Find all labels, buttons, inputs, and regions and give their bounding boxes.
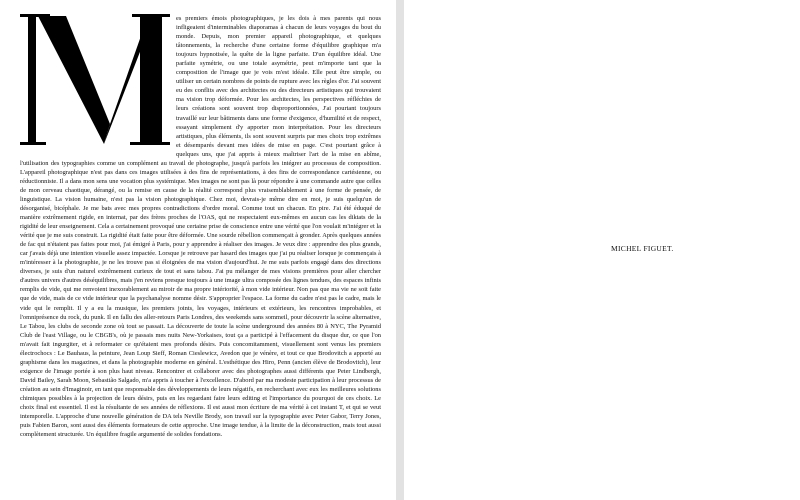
author-signature: MICHEL FIGUET. xyxy=(611,244,674,253)
drop-cap-letter-m xyxy=(20,6,170,154)
gutter xyxy=(396,0,404,500)
right-page xyxy=(404,0,800,500)
paragraph: es premiers émois photographiques, je les dois à mes parents qui nous infligeaient d'interminables diaporamas à chacun de leurs voyages du bout du monde. Depuis, mon premier appareil photographique, et quelques tâtonnements, la recherche d'une certaine forme d'équilibre graphique m'a toujours hypnotisée, la quête de la ligne parfaite. D'un équilibre idéal. Une parfaite symétrie, ou une totale asymétrie, peut m'importe tant que la composition de l'image que je vois m'est idéale. Elle peut être simple, ou utiliser un certain nombres de points de rupture avec les règles d'or. J'ai souvent eu des conflits avec des architectes ou des directeurs artistiques qui trouvaient ma vision trop déformée. Pour les architectes, les perspectives réfléchies de leurs créations sont souvent trop disproportionnées, J'ai pourtant toujours travaillé sur leur bâtiments dans une forme d'exigence, d'humilité et de respect, essayant simplement d'y apporter mon interprétation. Pour les directeurs artistiques, plus éléments, ils sont souvent surpris par mes choix trop extrêmes et désemparés devant mes idées de mise en page. C'est pourtant grâce à quelques uns, que j'ai appris à mieux maîtriser l'art de la mise en abîme, l'utilisation des typographies comme un complément au travail de photographe, jusqu'à parfois les intégrer au processus de composition. L'appareil photographique n'est pas dans ces images utilisées à des fins de représentations, à des fins de correspondance cartésienne, ou réductionniste. Il a dans mon sens une vocation plus systémique. Mes images ne sont pas là pour répondre à une commande autre que celles de mon cerveau chaotique, dérangé, ou la remise en cause de la réalité correspond plus vraisemblablement à une forme de pensée, de linguistique. La vision humaine, n'est pas la vision photographique. Chez moi, devrais-je même dire en moi, je suis quelqu'un de désorganisé, bicéphale. Je me bats avec mes propres contradictions d'ordre moral. Comme tout un chacun. En pire. J'ai été éduqué de manière extrêmement rigide, en internat, par des frères proches de l'OAS, qui ne respectaient eux-mêmes en aucun cas les diktats de la rigidité de leur enseignement. Cela a certainement provoqué une certaine prise de conscience entre une vérité que l'on voulait m'intégrer et la vérité que je me suis construit. La rigidité était faite pour être déformée. Une sourde rébellion commençait à gronder. Après quelques années de fac qui n'étaient pas faites pour moi, j'ai émigré à Paris, pour y apprendre à réaliser des images. Je veux dire : apprendre des plus grands, car j'avais déjà une intention visuelle assez impactée. Lorsque je retrouve par hasard des images que j'ai pu réaliser lorsque je commençais à m'intéresser à la photographie, je ne les trouve pas si éloignées de ma vision d'aujourd'hui. Je me suis parfois engagé dans des directions diverses, je suis d'un naturel extrêmement curieux de tout et sans tabou. J'ai pu mélanger de mes visions premières pour aller chercher d'autres univers d'autres déséquilibres, mais j'en reviens presque toujours à une image ultra composée des lignes tendues, des espaces infinis remplis de vide, qui me renvoient inexorablement au miroir de ma propre intériorité, à mon vide intérieur. Non pas que ma vie ne soit faite que de vide, mais de ce vide intérieur que la psychanalyse nomme désir. S'approprier l'espace. La forme du cadre n'est pas le cadre, mais le vide qui le remplit. Il y a eu la musique, les premiers joints, les voyages, intérieurs et extérieurs, les rencontres improbables, et l'omniprésence du rock, du punk. Il en fallu des aller-retours Paris Londres, des weekends sans sommeil, pour découvrir la scène alternative, Le Tabou, les clubs de seconde zone où tout se passait. La découverte de toute la scène underground des années 80 à NYC, The Pyramid Club de l'east Village, ou le CBGB's, où je passais mes nuits New-Yorkaises, tout ça a participé à l'effacement du disque dur, ce que l'on m'avait fait ingurgiter, et à reformater ce qu'étaient mes profonds désirs. Puis concomitamment, visuellement sont venus les premiers électrochocs : Le Bauhaus, la peinture, Jean Loup Sieff, Roman Cieslewicz, Avedon que je vénère, et tout ce que Brodovitch a apporté au graphisme dans les magazines, et dans la photographie moderne en général. L'esthétique des Hiro, Penn (ancien élève de Brodovitch), leur exigence de l'image portée à son plus haut niveau. Rencontrer et collaborer avec des photographes aussi différents que Peter Lindbergh, David Bailey, Sarah Moon, Sebastião Salgado, m'a appris à toucher à l'excellence. D'abord par ma modeste participation à leur processus de création au sein d'Imaginoir, en tant que responsable des développements de leurs négatifs, en recherchant avec eux les meilleures solutions chimiques possibles à la projection de leurs désirs, puis en les regardant faire leurs editing et l'importance du pourquoi de ces choix. Le choix final est essentiel. Il est la résultante de ses années de réflexions. Il est aussi mon écriture de ma vérité à cet instant T, et qui se veut intemporelle. L'approche d'une nouvelle génération de DA tels Neville Brody, son travail sur la typographie avec Peter Gabor, Terry Jones, puis Fabien Baron, sont aussi des éléments formateurs de cette approche. Une image tendue, à la limite de la déconstruction, mais tout aussi complètement structurée. Un équilibre fragile argumenté de solides fondations. xyxy=(20,15,381,439)
drop-cap xyxy=(20,6,170,154)
left-page xyxy=(0,0,396,500)
body-text xyxy=(20,14,381,439)
